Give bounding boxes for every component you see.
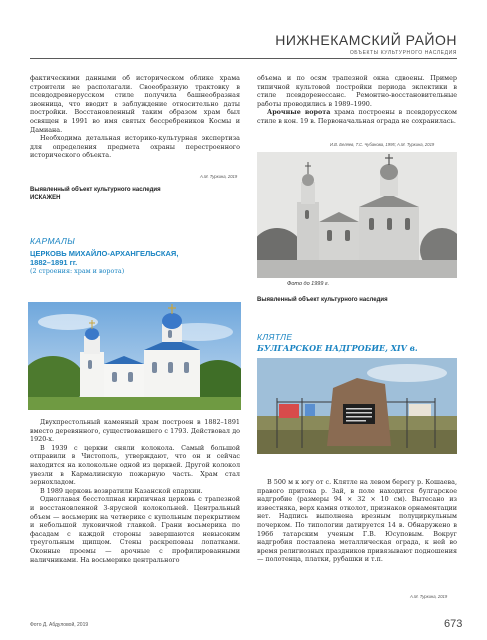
klyatle-description	[257, 478, 457, 564]
paragraph: В 1939 с церкви сняли колокола. Самый большой отправили в Чистополь, утверждают, что он и сейчас находится на колокольне одной из церквей. Другой колокол увезли в Кармалинскую пожарную часть. Храм стал зернохладом.	[30, 443, 240, 487]
object-dates: 1882–1891 гг.	[30, 258, 78, 267]
village-name: КАРМАЛЫ	[30, 236, 76, 246]
header-rule	[30, 58, 457, 59]
author-credit: А.М. Туркина, 2019	[410, 594, 448, 599]
photo-credit: Фото Д. Абдуловой, 2019	[30, 622, 89, 628]
paragraph: фактическими данными об историческом облике храма строители не располагали. Своеобразную трактовку в псевдодревнерусском стиле получила башнеобразная звонница, что вводит в заблуждение относительно даты постройки. Восстановленный таким образом храм был освящен в 1991 во имя святых бессребреников Космы и Дамиана.	[30, 74, 240, 134]
paragraph: Необходима детальная историко-культурная экспертиза для определения предмета охраны перестроенного исторического объекта.	[30, 134, 240, 160]
church-color-photo	[28, 302, 241, 410]
village-name: КЛЯТЛЕ	[257, 332, 293, 342]
left-top-text	[30, 74, 240, 160]
status-value: ИСКАЖЕН	[30, 195, 61, 201]
gravestone-photo	[257, 358, 457, 454]
object-title: ЦЕРКОВЬ МИХАЙЛО-АРХАНГЕЛЬСКАЯ,	[30, 249, 179, 258]
status-label: Выявленный объект культурного наследия	[30, 187, 161, 193]
photo-caption: Фото до 1999 г.	[287, 281, 330, 287]
paragraph	[257, 108, 457, 125]
section-title: НИЖНЕКАМСКИЙ РАЙОН	[275, 32, 457, 48]
paragraph: Одноглавая бесстолпная кирпичная церковь с трапезной и восстановленной 3-ярусной колокольней. Центральный объем — восьмерик на четверике с купольным перекрытием и небольшой луковичной главкой. Грани восьмерика по фасадам с каждой стороны завершаются невысоким треугольным щипцом. Стены раскреповаы лопатками. Оконные проемы — арочные с профилированными наличниками. На восьмерике центрального	[30, 495, 240, 564]
author-credit: А.М. Туркина, 2019	[200, 174, 238, 179]
page-number: 673	[444, 618, 463, 630]
object-title: БУЛГАРСКОЕ НАДГРОБИЕ, XIV в.	[257, 343, 418, 353]
emphasis: Арочные ворота	[267, 108, 331, 117]
paragraph: объема и по осям трапезной окна сдвоены. Пример типичной культовой постройки периода эклектики в стиле псевдоренессанс. Ремонтно-восстановительные работы проводились в 1989–1990.	[257, 74, 457, 108]
paragraph: Двухпрестольный каменный храм построен в 1882–1891 вместо деревянного, существовавшего с 1793. Действовал до 1920-х.	[30, 418, 240, 444]
karmaly-description	[30, 418, 240, 564]
paragraph-rest: храма построены в псевдорусском стиле в кон. 19 в. Первоначальная ограда не сохранилась.	[257, 108, 458, 125]
heritage-status	[30, 186, 240, 202]
object-subtitle: (2 строения: храм и ворота)	[30, 267, 125, 275]
right-top-text	[257, 74, 457, 126]
section-subtitle: ОБЪЕКТЫ КУЛЬТУРНОГО НАСЛЕДИЯ	[349, 50, 457, 56]
church-archive-photo	[257, 152, 457, 278]
paragraph: В 500 м к югу от с. Клятле на левом берегу р. Кошаева, правого притока р. Зай, в поле находится булгарское надгробие (размеры 94 × 32 × 10 см). Вытесано из известняка, верх камня отколот, признаков орнаментации нет. Надпись выполнена врезным полуциркульным почерком. По типологии датируется 14 в. Обнаружено в 1966 татарским ученым Г.В. Юсуповым. Вокруг надгробия поставлена металлическая ограда, к ней во время религиозных праздников привязывают подношения — полотенца, платки, рубашки и т.п.	[257, 478, 457, 564]
status-label: Выявленный объект культурного наследия	[257, 297, 388, 303]
author-credit: И.В. Беляев, Т.С. Чубанова, 1995; А.М. Туркина, 2019	[330, 142, 435, 147]
paragraph: В 1989 церковь возвратили Казанской епархии.	[40, 486, 203, 495]
object-heading	[30, 249, 240, 275]
